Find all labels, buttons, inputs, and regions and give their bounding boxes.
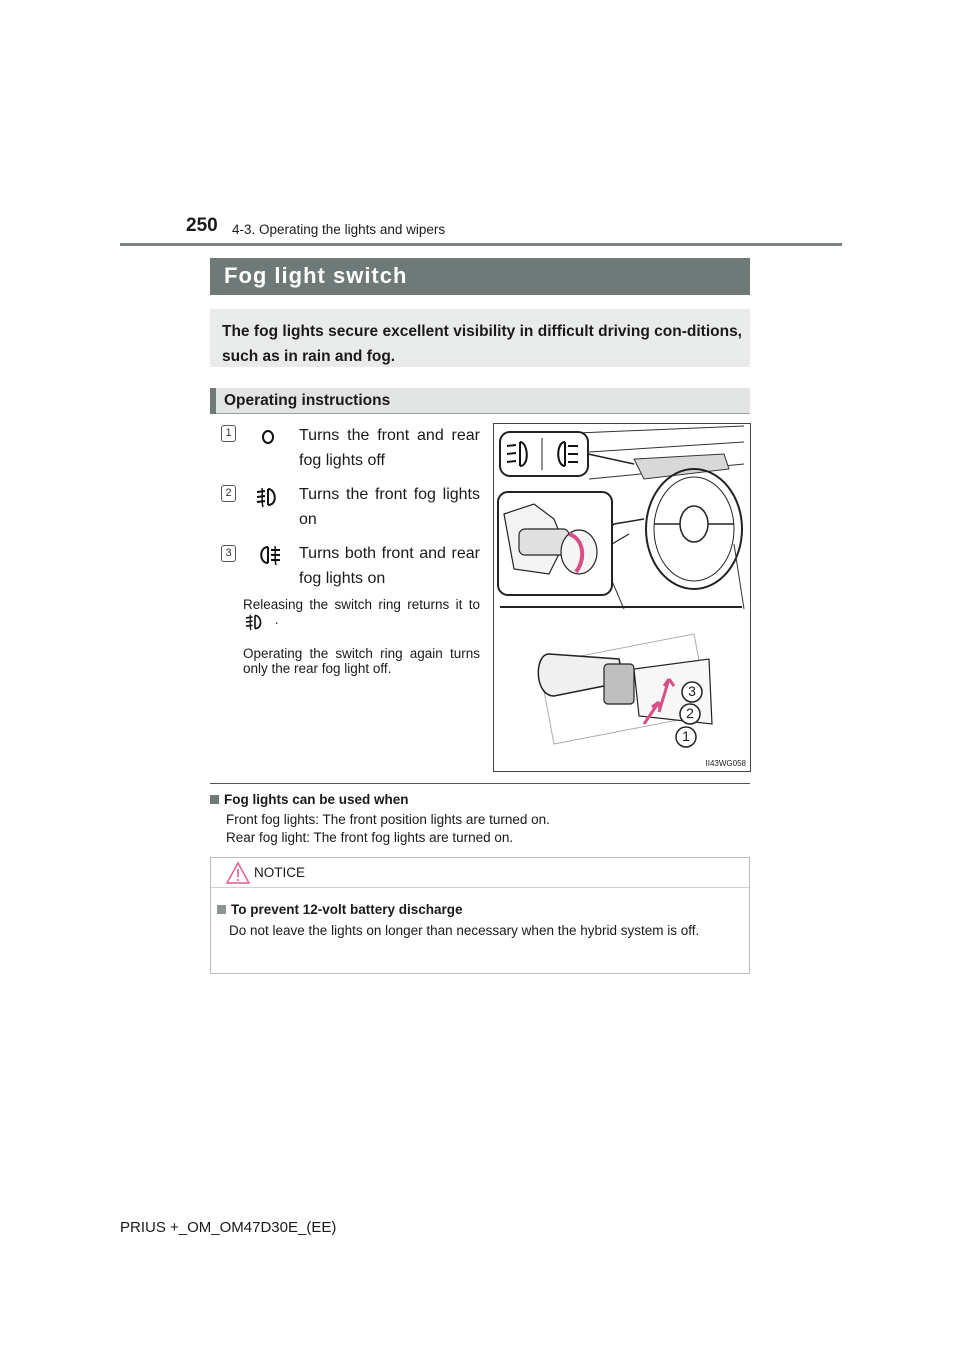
subheading-bar — [210, 388, 750, 414]
item-text-3: Turns both front and rear fog lights on — [299, 545, 480, 587]
title-bar — [210, 258, 750, 295]
notice-body: Do not leave the lights on longer than necessary when the hybrid system is off. — [229, 923, 700, 938]
notice-heading — [217, 902, 463, 917]
callout-3: 3 — [688, 683, 696, 699]
item-number-1: 1 — [221, 425, 236, 442]
note-release — [243, 597, 480, 628]
rear-fog-icon — [255, 544, 283, 571]
bullet-line-1: Front fog lights: The front position lights are turned on. — [226, 812, 550, 827]
intro-box — [210, 309, 750, 367]
callout-2: 2 — [686, 705, 694, 721]
fog-switch-illustration — [493, 423, 751, 772]
front-fog-icon — [254, 486, 282, 513]
bullet-heading-text: Fog lights can be used when — [224, 792, 409, 807]
figure-drawing — [494, 424, 750, 771]
notice-heading-text: To prevent 12-volt battery discharge — [231, 902, 463, 917]
fog-off-icon — [258, 428, 278, 451]
figure-code: II43WG058 — [705, 759, 746, 768]
notice-box — [210, 857, 750, 974]
item-text-1: Turns the front and rear fog lights off — [299, 427, 480, 469]
bullet-heading — [210, 792, 409, 807]
header-rule — [120, 243, 842, 246]
footer-code: PRIUS +_OM_OM47D30E_(EE) — [120, 1219, 337, 1236]
item-number-3: 3 — [221, 545, 236, 562]
bullet-square — [210, 795, 219, 804]
page-number: 250 — [186, 215, 218, 236]
note-release-text: Releasing the switch ring returns it to — [243, 597, 480, 612]
separator-rule — [210, 783, 750, 784]
callout-1: 1 — [682, 728, 690, 744]
notice-title: NOTICE — [254, 865, 306, 880]
notice-header — [211, 858, 749, 888]
note-release-end: . — [274, 612, 279, 627]
intro-text: The fog lights secure excellent visibility in difficult driving con-ditions, such as in rain and fog. — [222, 323, 742, 365]
warning-triangle-icon — [225, 861, 251, 885]
bullet-line-2: Rear fog light: The front fog lights are turned on. — [226, 830, 514, 845]
section-title: 4-3. Operating the lights and wipers — [232, 222, 446, 237]
subheading: Operating instructions — [224, 392, 391, 409]
item-number-2: 2 — [221, 485, 236, 502]
front-fog-icon — [243, 613, 271, 628]
item-text-2: Turns the front fog lights on — [299, 486, 480, 528]
note-operate: Operating the switch ring again turns only the rear fog light off. — [243, 646, 480, 676]
page-title: Fog light switch — [224, 263, 408, 288]
bullet-square — [217, 905, 226, 914]
